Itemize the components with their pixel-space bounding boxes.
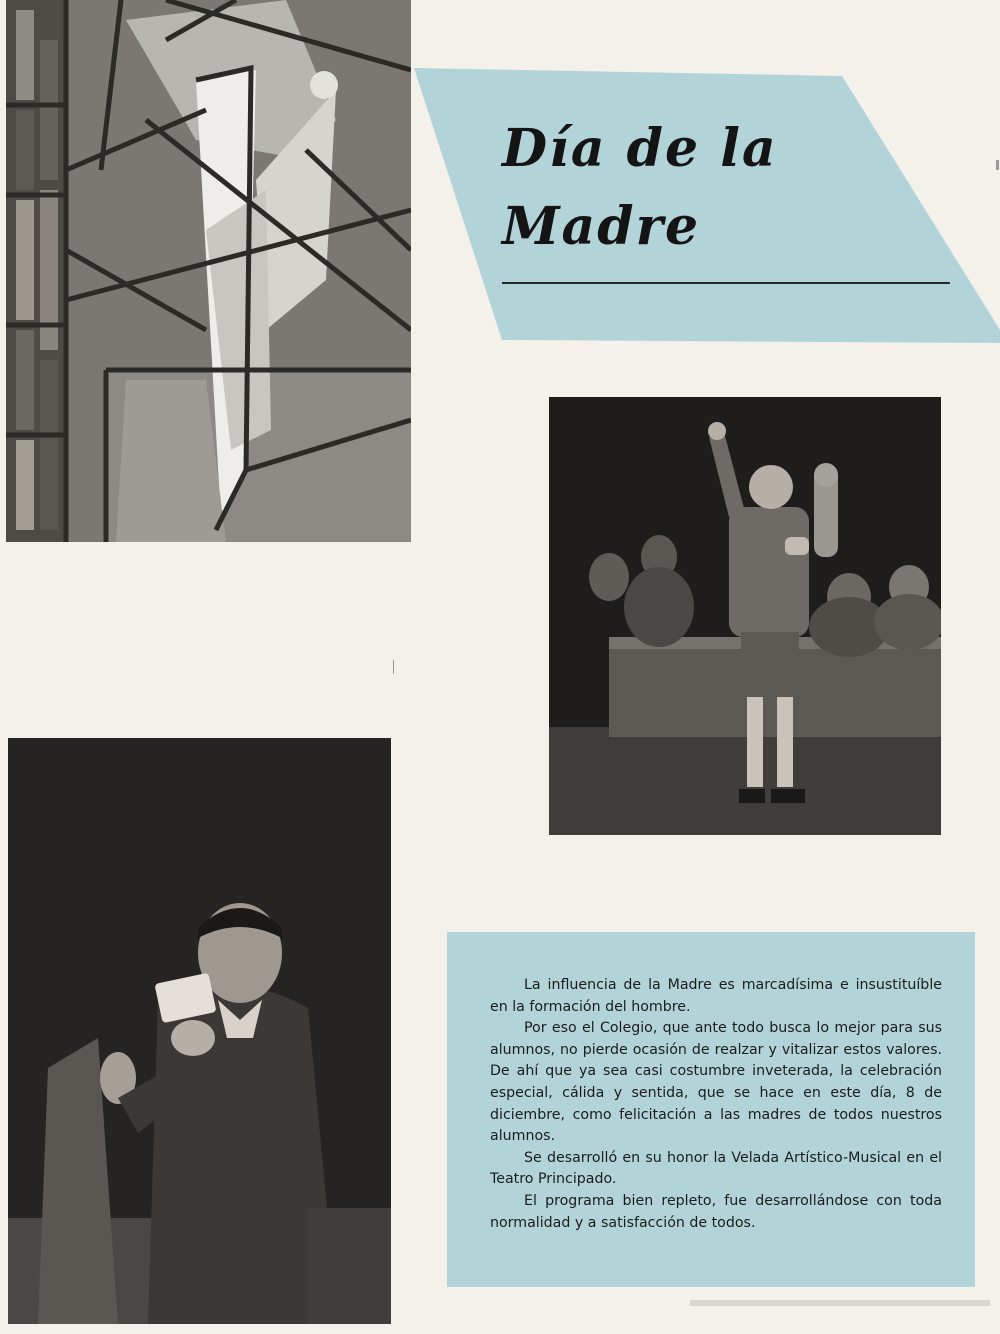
page-title-line-1: Día de la <box>502 118 778 179</box>
article-paragraph: El programa bien repleto, fue desarrollándose con toda normalidad y a satisfacción de todos. <box>490 1192 942 1231</box>
page-title-line-2: Madre <box>502 196 701 257</box>
scan-speck <box>996 160 999 170</box>
article-body <box>490 975 942 1234</box>
scan-edge <box>690 1300 990 1306</box>
boy-on-stage-photo <box>549 397 941 835</box>
article-paragraph: Se desarrolló en su honor la Velada Artístico-Musical en el Teatro Principado. <box>490 1149 942 1188</box>
stained-glass-photo <box>6 0 411 542</box>
article-text-box <box>447 932 975 1287</box>
article-paragraph: La influencia de la Madre es marcadísima e insustituíble en la formación del hombre. <box>490 977 942 1015</box>
scan-speck <box>393 660 394 674</box>
article-paragraph: Por eso el Colegio, que ante todo busca lo mejor para sus alumnos, no pierde ocasión de realzar y vitalizar estos valores. De ahí que ya sea casi costumbre inveterada, la celebración especial, cálida y sentida, que se hace en este día, 8 de diciembre, como felicitación a las madres de todos nuestros alumnos. <box>490 1020 942 1145</box>
boy-reciting-photo <box>8 738 391 1324</box>
title-underline <box>502 282 950 284</box>
title-band <box>362 68 1000 343</box>
